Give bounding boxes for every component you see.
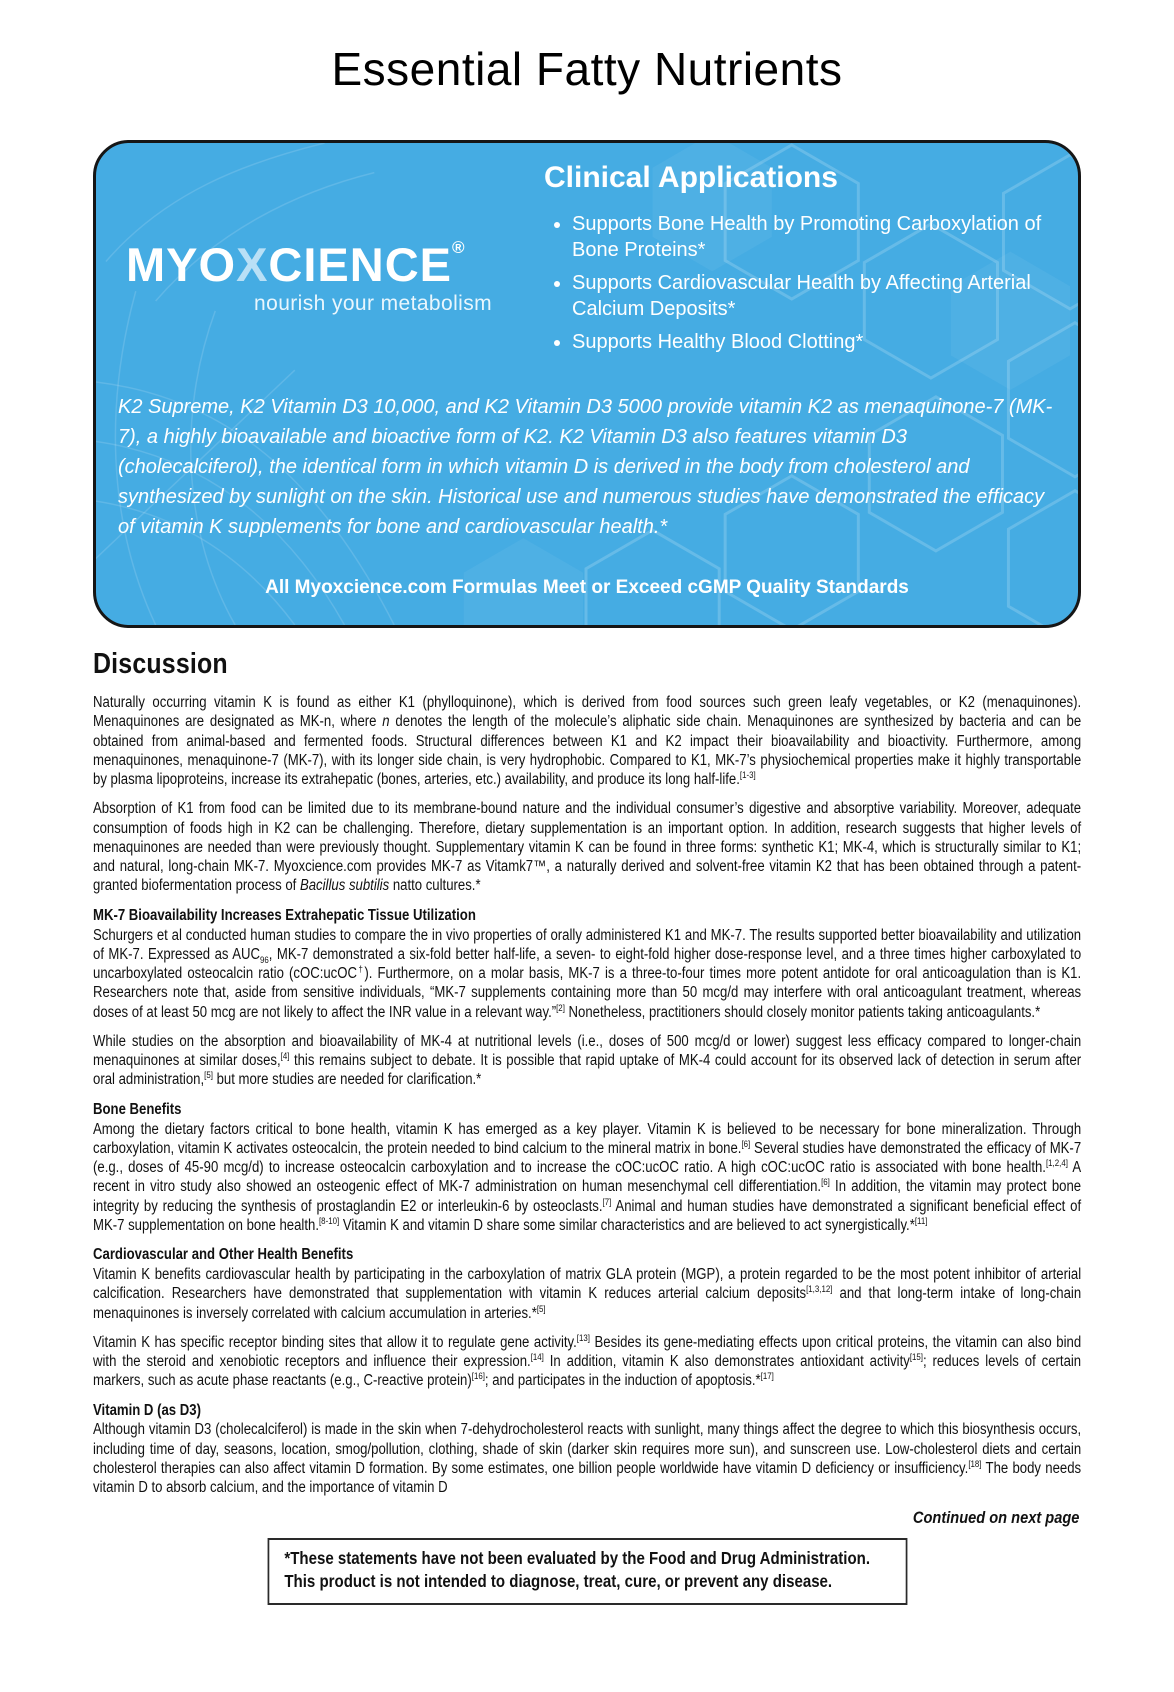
fda-disclaimer-line-2: This product is not intended to diagnose, treat, cure, or prevent any disease. bbox=[284, 1571, 833, 1592]
fda-disclaimer-box bbox=[267, 1538, 907, 1605]
banner-quality-note: All Myoxcience.com Formulas Meet or Exceed cGMP Quality Standards bbox=[265, 577, 909, 598]
discussion-section bbox=[93, 648, 1081, 1605]
myoxcience-logo bbox=[126, 239, 518, 362]
section-heading: MK-7 Bioavailability Increases Extrahepatic Tissue Utilization bbox=[93, 906, 476, 924]
body-paragraph: Schurgers et al conducted human studies to compare the in vivo properties of orally administered K1 and MK-7. The results supported better bioavailability and utilization of MK-7. Expressed as $AUC_{96}$, MK-7 demonstrated a six-fold better half-life, a seven- to eight-fold higher dose-response level, and a three times higher carboxylated to uncarboxylated osteocalcin ratio (cOC:ucOC†). Furthermore, on a molar basis, MK-7 is a three-to-four times more potent antidote for oral anticoagulation than is K1. Researchers note that, aside from sensitive individuals, “MK-7 supplements containing more than 50 mcg/d may interfere with oral anticoagulant treatment, whereas doses of at least 50 mcg are not likely to affect the INR value in a relevant way.”[2] Nonetheless, practitioners should closely monitor patients taking anticoagulants.* bbox=[93, 926, 1082, 1021]
section-heading: Bone Benefits bbox=[93, 1100, 182, 1118]
fda-disclaimer-line-1: *These statements have not been evaluated by the Food and Drug Administration. bbox=[284, 1547, 871, 1568]
discussion-body bbox=[93, 693, 1081, 1498]
banner-description: K2 Supreme, K2 Vitamin D3 10,000, and K2 Vitamin D3 5000 provide vitamin K2 as menaquinone-7 (MK-7), a highly bioavailable and bioactive form of K2. K2 Vitamin D3 also features vitamin D3 (cholecalciferol), the identical form in which vitamin D is derived in the body from cholesterol and synthesized by sunlight on the skin. Historical use and numerous studies have demonstrated the efficacy of vitamin K supplements for bone and cardiovascular health.* bbox=[118, 396, 1053, 538]
body-paragraph: Absorption of K1 from food can be limited due to its membrane-bound nature and the individual consumer’s digestive and absorptive variability. Moreover, adequate consumption of foods high in K2 can be challenging. Therefore, dietary supplementation is an important option. In addition, research suggests that higher levels of menaquinones are needed than were previously thought. Supplementary vitamin K can be found in three forms: synthetic K1; MK-4, which is structurally similar to K1; and natural, long-chain MK-7. Myoxcience.com provides MK-7 as Vitamk7™, a naturally derived and solvent-free vitamin K2 that has been obtained through a patent-granted biofermentation process of Bacillus subtilis natto cultures.* bbox=[93, 800, 1082, 895]
body-paragraph: Although vitamin D3 (cholecalciferol) is made in the skin when 7-dehydrocholesterol reacts with sunlight, many things affect the degree to which this biosynthesis occurs, including time of day, seasons, location, smog/pollution, clothing, shade of skin (darker skin requires more sun), and sunscreen use. Low-cholesterol diets and certain cholesterol therapies can also affect vitamin D formation. By some estimates, one billion people worldwide have vitamin D deficiency or insufficiency.[18] The body needs vitamin D to absorb calcium, and the importance of vitamin D bbox=[93, 1421, 1082, 1497]
registered-trademark-icon: ® bbox=[452, 238, 466, 257]
clinical-application-item: • Supports Cardiovascular Health by Affecting Arterial Calcium Deposits* bbox=[572, 270, 1048, 322]
logo-x-glyph: X bbox=[236, 238, 269, 291]
clinical-applications-list bbox=[544, 211, 1048, 355]
clinical-applications bbox=[518, 157, 1048, 362]
logo-wordmark: MYOXCIENCE® bbox=[126, 238, 466, 291]
section-heading: Cardiovascular and Other Health Benefits bbox=[93, 1246, 354, 1264]
product-banner bbox=[93, 140, 1081, 628]
clinical-application-item: • Supports Bone Health by Promoting Carboxylation of Bone Proteins* bbox=[572, 211, 1048, 263]
clinical-application-item: • Supports Healthy Blood Clotting* bbox=[572, 329, 1048, 355]
continued-note: Continued on next page bbox=[912, 1507, 1080, 1527]
body-paragraph: Vitamin K has specific receptor binding sites that allow it to regulate gene activity.[13] Besides its gene-mediating effects upon critical proteins, the vitamin can also bind with the steroid and xenobiotic receptors and influence their expression.[14] In addition, vitamin K also demonstrates antioxidant activity[15]; reduces levels of certain markers, such as acute phase reactants (e.g., C-reactive protein)[16]; and participates in the induction of apoptosis.*[17] bbox=[93, 1332, 1082, 1390]
section-heading: Vitamin D (as D3) bbox=[93, 1401, 201, 1419]
discussion-heading: Discussion bbox=[93, 648, 228, 680]
logo-tagline: nourish your metabolism bbox=[254, 292, 492, 315]
page-title: Essential Fatty Nutrients bbox=[331, 43, 843, 95]
body-paragraph: While studies on the absorption and bioavailability of MK-4 at nutritional levels (i.e., doses of 500 mcg/d or lower) suggest less efficacy compared to longer-chain menaquinones at similar doses,[4] this remains subject to debate. It is possible that rapid uptake of MK-4 could account for its observed lack of detection in serum after oral administration,[5] but more studies are needed for clarification.* bbox=[93, 1032, 1082, 1089]
body-paragraph: Among the dietary factors critical to bone health, vitamin K has emerged as a key player. Vitamin K is believed to be necessary for bone mineralization. Through carboxylation, vitamin K activates osteocalcin, the protein needed to bind calcium to the mineral matrix in bone.[6] Several studies have demonstrated the efficacy of MK-7 (e.g., doses of 45-90 mcg/d) to increase osteocalcin carboxylation and to increase the cOC:ucOC ratio. A high cOC:ucOC ratio is associated with bone health.[1,2,4] A recent in vitro study also showed an osteogenic effect of MK-7 administration on human mesenchymal cell differentiation.[6] In addition, the vitamin may protect bone integrity by reducing the synthesis of prostaglandin E2 or interleukin-6 by osteoclasts.[7] Animal and human studies have demonstrated a significant beneficial effect of MK-7 supplementation on bone health.[8-10] Vitamin K and vitamin D share some similar characteristics and are believed to act synergistically.*[11] bbox=[93, 1120, 1082, 1234]
clinical-applications-title: Clinical Applications bbox=[544, 161, 838, 194]
body-paragraph: Naturally occurring vitamin K is found as either K1 (phylloquinone), which is derived from food sources such green leafy vegetables, or K2 (menaquinones). Menaquinones are designated as MK-n, where n denotes the length of the molecule’s aliphatic side chain. Menaquinones are synthesized by bacteria and can be obtained from animal-based and fermented foods. Structural differences between K1 and K2 impact their bioavailability and bioactivity. Furthermore, among menaquinones, menaquinone-7 (MK-7), with its longer side chain, is very hydrophobic. Compared to K1, MK-7’s physiochemical properties make it highly transportable by plasma lipoproteins, increase its extrahepatic (bones, arteries, etc.) availability, and produce its long half-life.[1-3] bbox=[93, 694, 1082, 789]
body-paragraph: Vitamin K benefits cardiovascular health by participating in the carboxylation of matrix GLA protein (MGP), a protein regarded to be the most potent inhibitor of arterial calcification. Researchers have demonstrated that supplementation with vitamin K reduces arterial calcium deposits[1,3,12] and that long-term intake of long-chain menaquinones is inversely correlated with calcium accumulation in arteries.*[5] bbox=[93, 1266, 1082, 1322]
